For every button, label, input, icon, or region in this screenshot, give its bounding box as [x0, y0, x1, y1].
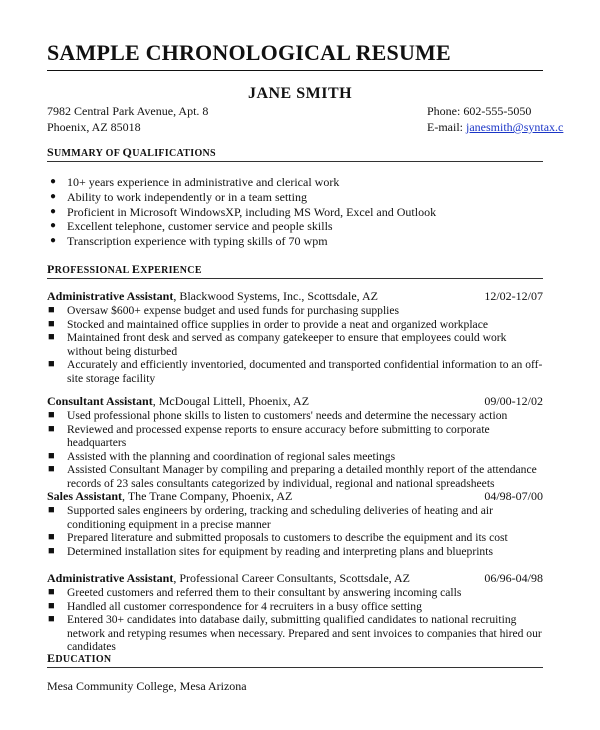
list-item: ● Excellent telephone, customer service and people skills	[50, 219, 333, 234]
job-dates: 06/96-04/98	[484, 571, 543, 585]
job-header	[47, 489, 543, 504]
document-title: SAMPLE CHRONOLOGICAL RESUME	[47, 40, 451, 65]
experience-rule	[47, 278, 543, 279]
candidate-name: JANE SMITH	[247, 85, 353, 102]
job-title: Consultant Assistant	[47, 394, 153, 408]
job-duties	[47, 504, 543, 558]
address-line-1: 7982 Central Park Avenue, Apt. 8	[47, 104, 209, 118]
job-duties	[47, 409, 543, 491]
summary-list	[47, 175, 436, 249]
email-label: E-mail:	[427, 120, 466, 134]
education-rule	[47, 667, 543, 668]
list-item: ● Ability to work independently or in a team setting	[50, 189, 307, 204]
job-company: , The Trane Company, Phoenix, AZ	[122, 489, 293, 503]
job-title: Administrative Assistant	[47, 571, 174, 585]
title-rule	[47, 70, 543, 71]
phone: Phone: 602-555-5050	[427, 104, 532, 118]
email-link[interactable]: janesmith@syntax.c	[466, 120, 564, 134]
list-item: ■ Handled all customer correspondence for 4 recruiters in a busy office setting	[48, 599, 422, 613]
list-item: ■ Entered 30+ candidates into database daily, submitting qualified candidates to national recruiting network and retyping resumes when necessary. Prepared and sent invoices to companies that hired our candidates	[48, 613, 542, 654]
list-item: ■ Maintained front desk and served as company gatekeeper to ensure that employees could work without being disturbed	[48, 331, 507, 358]
job-company: , Blackwood Systems, Inc., Scottsdale, AZ	[173, 289, 378, 303]
job-duties	[47, 586, 543, 654]
list-item: ■ Oversaw $600+ expense budget and used funds for purchasing supplies	[48, 304, 400, 317]
job-title: Administrative Assistant	[47, 289, 174, 303]
list-item: ■ Accurately and efficiently inventoried, documented and transported confidential information to an off-site storage facility	[48, 358, 543, 385]
job-header	[47, 394, 543, 409]
summary-rule	[47, 161, 543, 162]
list-item: ■ Determined installation sites for equipment by reading and interpreting plans and blueprints	[48, 544, 493, 558]
job-company: , Professional Career Consultants, Scottsdale, AZ	[173, 571, 410, 585]
list-item: ■ Stocked and maintained office supplies in order to provide a neat and organized workplace	[48, 317, 488, 331]
job-header	[47, 289, 543, 304]
job-company: , McDougal Littell, Phoenix, AZ	[152, 394, 310, 408]
list-item: ■ Greeted customers and referred them to their consultant by answering incoming calls	[48, 586, 462, 599]
list-item: ● 10+ years experience in administrative and clerical work	[50, 175, 340, 189]
summary-heading: SUMMARY OF QUALIFICATIONS	[47, 145, 216, 159]
list-item: ● Proficient in Microsoft WindowsXP, including MS Word, Excel and Outlook	[50, 204, 437, 219]
job-header	[47, 571, 543, 586]
list-item: ■ Used professional phone skills to listen to customers' needs and determine the necessary action	[48, 409, 508, 422]
list-item: ■ Prepared literature and submitted proposals to customers to describe the equipment and its cost	[48, 531, 508, 545]
email-line	[427, 120, 563, 135]
job-title: Sales Assistant	[47, 489, 123, 503]
list-item: ■ Reviewed and processed expense reports to ensure accuracy before submitting to corporate headquarters	[48, 422, 490, 450]
job-dates: 09/00-12/02	[484, 394, 543, 408]
address-line-2: Phoenix, AZ 85018	[47, 120, 141, 134]
education-school: Mesa Community College, Mesa Arizona	[47, 679, 247, 693]
job-dates: 04/98-07/00	[484, 489, 543, 503]
list-item: ■ Supported sales engineers by ordering, tracking and scheduling deliveries of heating and air conditioning equipment in a precise manner	[48, 504, 493, 531]
list-item: ● Transcription experience with typing skills of 70 wpm	[50, 234, 328, 249]
education-heading: EDUCATION	[47, 651, 112, 665]
experience-heading: PROFESSIONAL EXPERIENCE	[47, 262, 202, 276]
job-dates: 12/02-12/07	[484, 289, 543, 303]
job-duties	[47, 304, 543, 386]
list-item: ■ Assisted Consultant Manager by compiling and preparing a detailed monthly report of the attendance records of 23 sales consultants categorized by individual, regional and national spreadsheets	[48, 463, 537, 490]
list-item: ■ Assisted with the planning and coordination of regional sales meetings	[48, 449, 396, 463]
